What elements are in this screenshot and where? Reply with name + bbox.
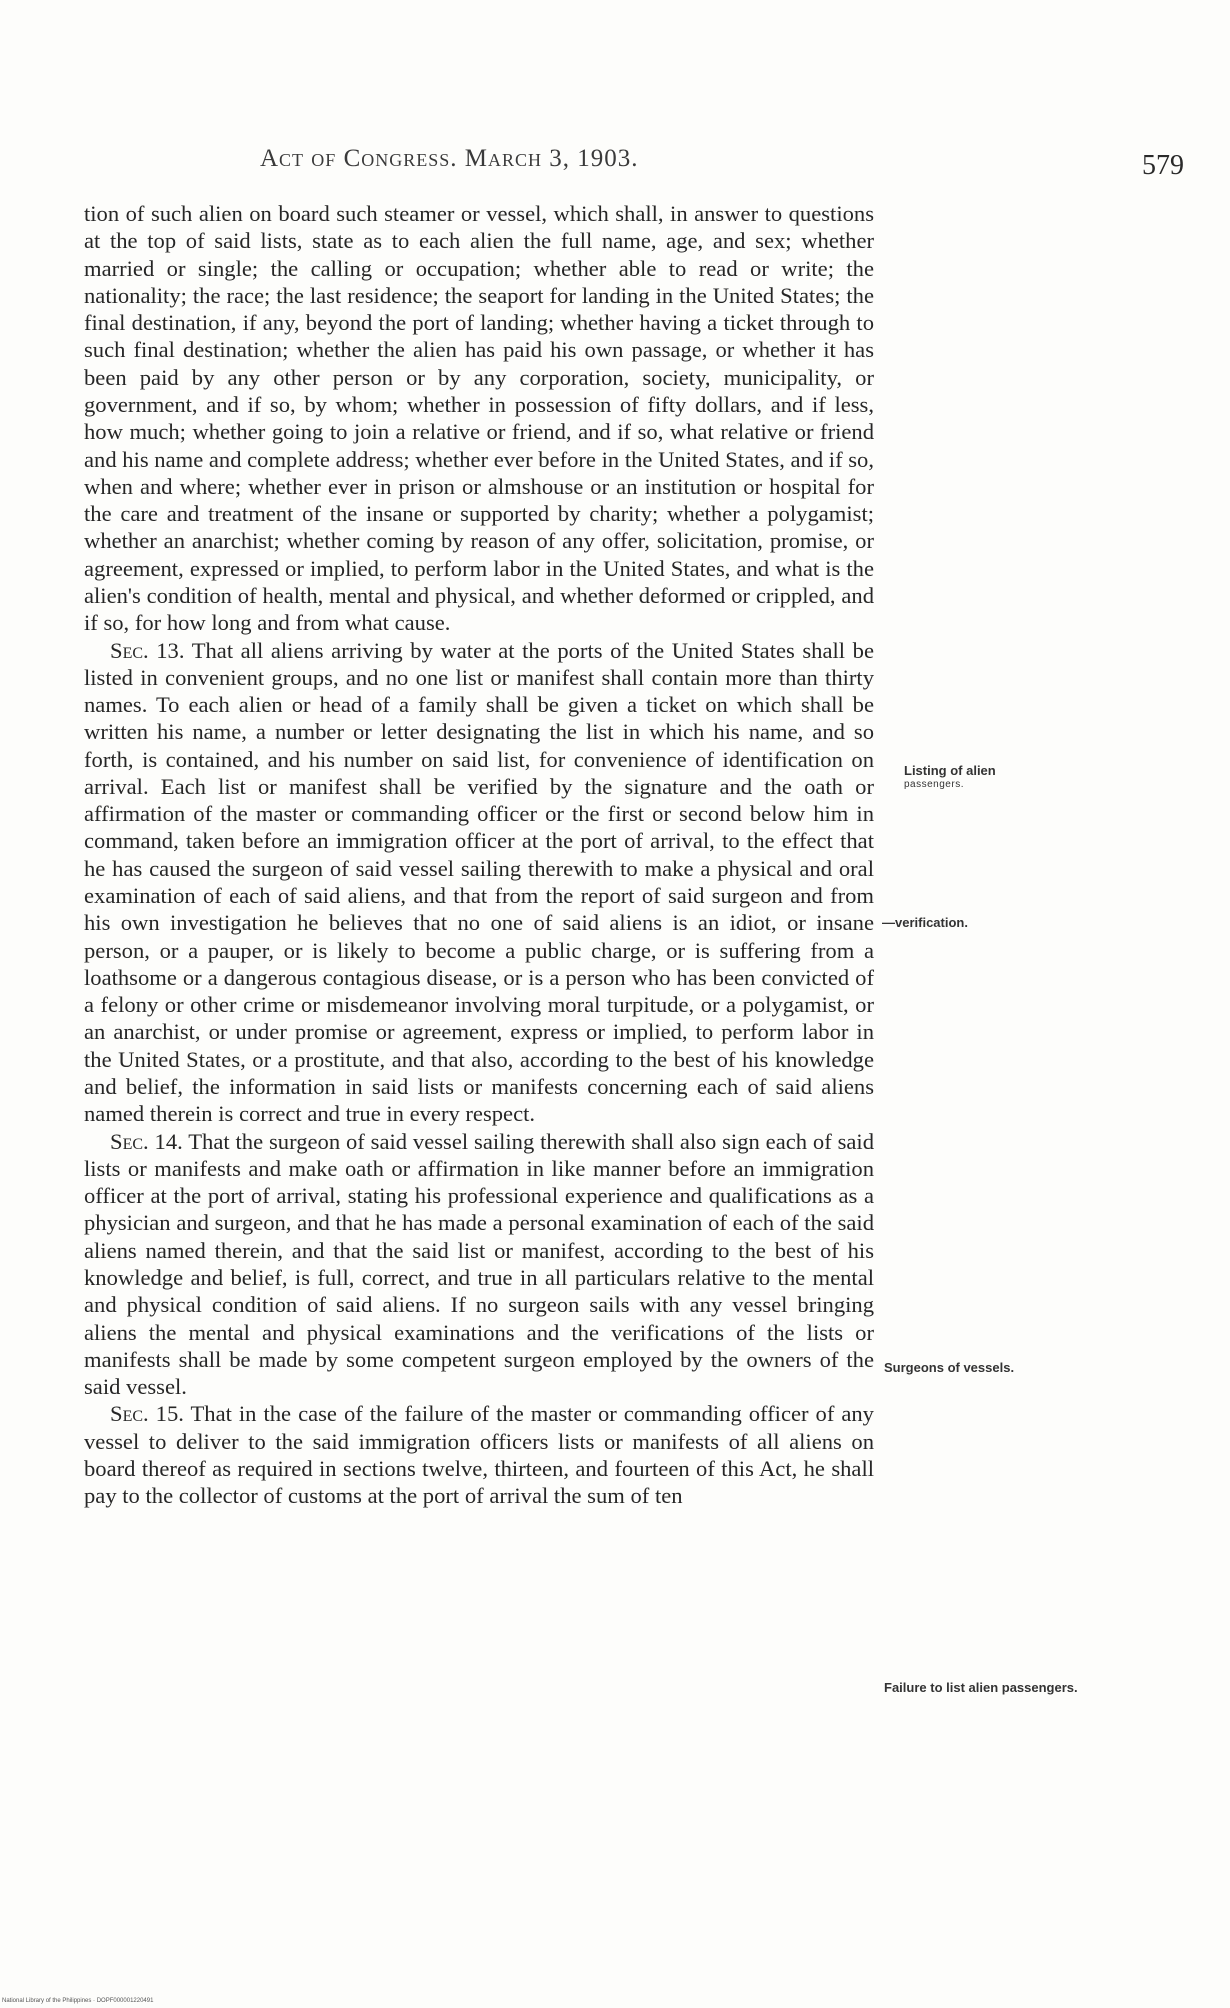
footer-credit: National Library of the Philippines · DOPF000001220491 bbox=[2, 1998, 154, 2004]
section-15-paragraph bbox=[84, 1400, 874, 1509]
margin-note-verification: —verification. bbox=[882, 915, 968, 930]
section-13-paragraph bbox=[84, 637, 874, 1128]
running-head-title: Act of Congress. March 3, 1903. bbox=[260, 145, 639, 172]
margin-note-listing bbox=[904, 763, 1119, 792]
section-14-text: That the surgeon of said vessel sailing therewith shall also sign each of said lists or manifests and make oath or affirmation in like manner before an immigration officer at the port of arrival, stating his professional experience and qualifications as a physician and surgeon, and that he has made a personal examination of each of the said aliens named therein, and that the said list or manifest, according to the best of his knowledge and belief, is full, correct, and true in all particulars relative to the mental and physical condition of said aliens. If no surgeon sails with any vessel bringing aliens the mental and physical examinations and the verifications of the lists or manifests shall be made by some competent surgeon employed by the owners of the said vessel. bbox=[84, 1128, 874, 1400]
margin-note-failure: Failure to list alien passengers. bbox=[884, 1680, 1078, 1695]
margin-note-listing-sub: passengers. bbox=[904, 779, 964, 791]
continuation-paragraph: tion of such alien on board such steamer or vessel, which shall, in answer to questions at the top of said lists, state as to each alien the full name, age, and sex; whether married or single; the calling or occupation; whether able to read or write; the nationality; the race; the last residence; the seaport for landing in the United States; the final destination, if any, beyond the port of landing; whether having a ticket through to such final destination; whether the alien has paid his own passage, or whether it has been paid by any other person or by any corporation, society, municipality, or government, and if so, by whom; whether in possession of fifty dollars, and if less, how much; whether going to join a relative or friend, and if so, what relative or friend and his name and complete address; whether ever before in the United States, and if so, when and where; whether ever in prison or almshouse or an institution or hospital for the care and treatment of the insane or supported by charity; whether a polygamist; whether an anarchist; whether coming by reason of any offer, solicitation, promise, or agreement, expressed or implied, to perform labor in the United States, and what is the alien's condition of health, mental and physical, and whether deformed or crippled, and if so, for how long and from what cause. bbox=[84, 201, 874, 636]
page-number: 579 bbox=[1142, 150, 1184, 181]
body-text bbox=[84, 200, 874, 1510]
section-13-label: Sec. 13. bbox=[110, 637, 185, 663]
section-15-text: That in the case of the failure of the master or commanding officer of any vessel to deliver to the said immigration officers lists or manifests of all aliens on board thereof as required in sections twelve, thirteen, and fourteen of this Act, he shall pay to the collector of customs at the port of arrival the sum of ten bbox=[84, 1401, 874, 1509]
section-14-paragraph bbox=[84, 1128, 874, 1401]
margin-note-listing-title: Listing of alien bbox=[904, 763, 996, 778]
section-13-text: That all aliens arriving by water at the ports of the United States shall be listed in convenient groups, and no one list or manifest shall contain more than thirty names. To each alien or head of a family shall be given a ticket on which shall be written his name, a number or letter designating the list in which his name, and so forth, is contained, and his number on said list, for convenience of identification on arrival. Each list or manifest shall be verified by the signature and the oath or affirmation of the master or commanding officer or the first or second below him in command, taken before an immigration officer at the port of arrival, to the effect that he has caused the surgeon of said vessel sailing therewith to make a physical and oral examination of each of said aliens, and that from the report of said surgeon and from his own investigation he believes that no one of said aliens is an idiot, or insane person, or a pauper, or is likely to become a public charge, or is suffering from a loathsome or a dangerous contagious disease, or is a person who has been convicted of a felony or other crime or misdemeanor involving moral turpitude, or a polygamist, or an anarchist, or under promise or agreement, express or implied, to perform labor in the United States, or a prostitute, and that also, according to the best of his knowledge and belief, the information in said lists or manifests concerning each of said aliens named therein is correct and true in every respect. bbox=[84, 637, 874, 1127]
section-14-label: Sec. 14. bbox=[110, 1128, 183, 1154]
section-15-label: Sec. 15. bbox=[110, 1401, 184, 1427]
margin-note-surgeons: Surgeons of vessels. bbox=[884, 1360, 1015, 1375]
